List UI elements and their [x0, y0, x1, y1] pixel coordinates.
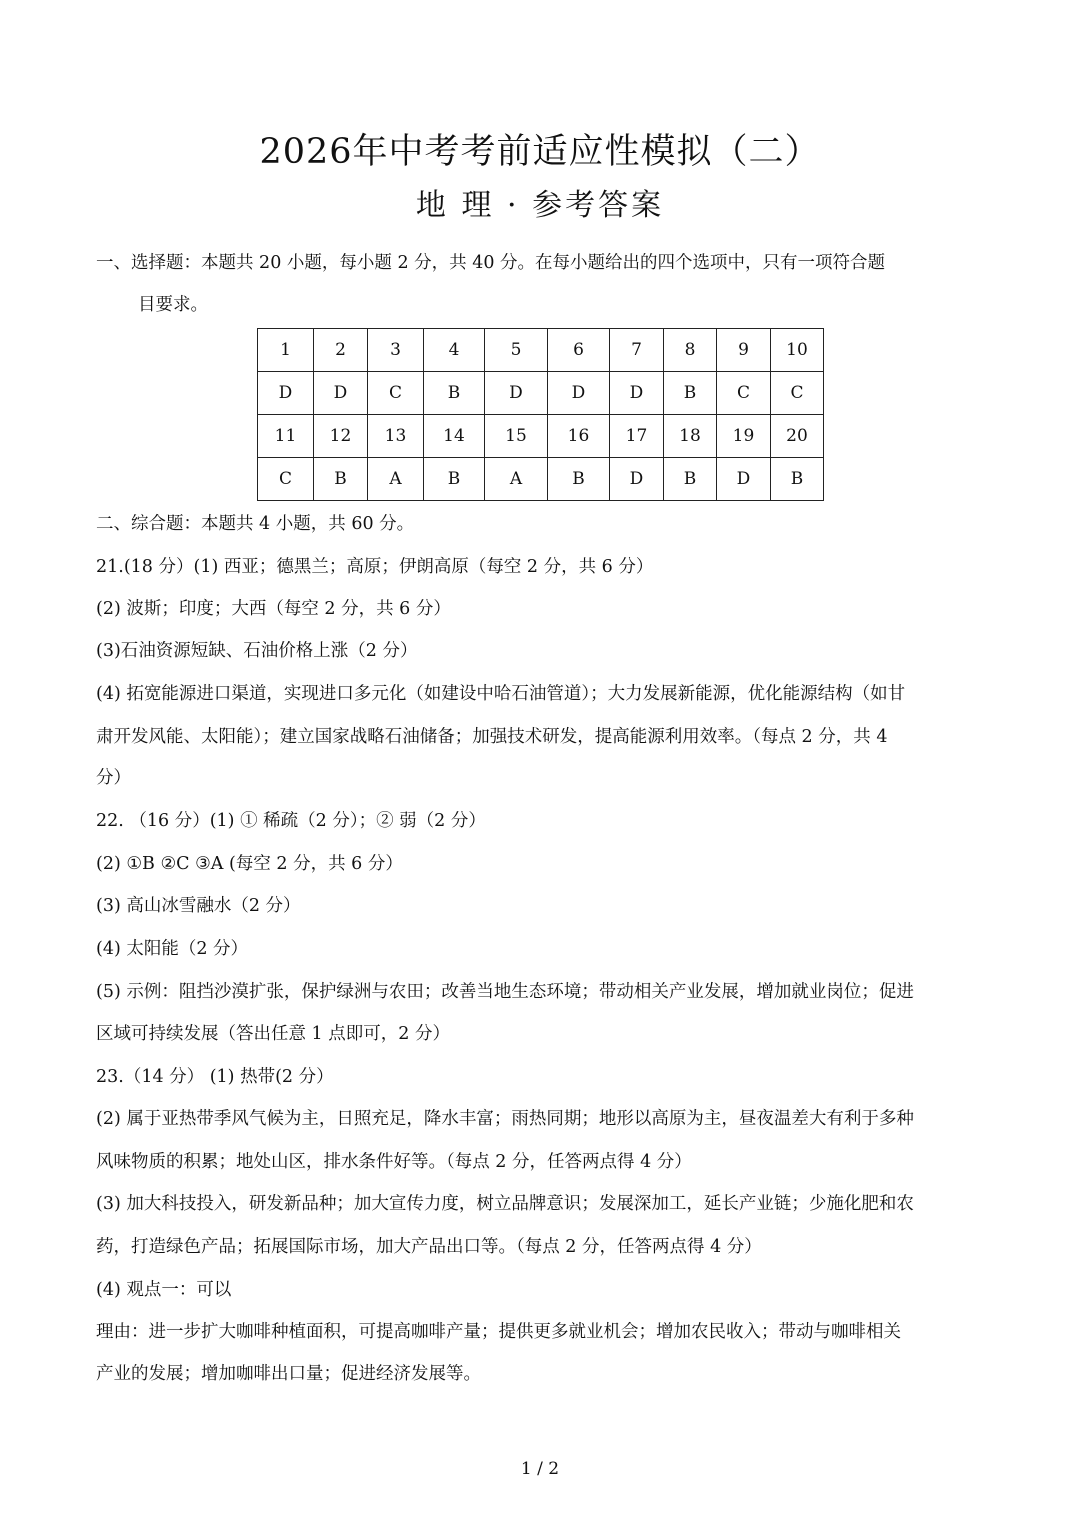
question-number-cell: 14: [424, 415, 485, 458]
answer-line: (2) 波斯；印度；大西（每空 2 分，共 6 分）: [96, 599, 451, 619]
answer-cell: C: [368, 372, 424, 415]
answer-line: (4) 观点一：可以: [96, 1280, 232, 1300]
answer-cell: D: [258, 372, 314, 415]
answer-cell: D: [485, 372, 548, 415]
question-number-cell: 3: [368, 329, 424, 372]
question-number-cell: 10: [771, 329, 824, 372]
question-number-cell: 7: [610, 329, 664, 372]
answer-table-row: [258, 372, 824, 415]
answer-line: 理由：进一步扩大咖啡种植面积，可提高咖啡产量；提供更多就业机会；增加农民收入；带动与咖啡相关: [96, 1322, 901, 1342]
answer-table-row: [258, 329, 824, 372]
answer-cell: B: [664, 372, 717, 415]
question-number-cell: 9: [717, 329, 771, 372]
answer-cell: B: [424, 372, 485, 415]
answer-line: (4) 拓宽能源进口渠道，实现进口多元化（如建设中哈石油管道）；大力发展新能源，优化能源结构（如甘: [96, 684, 906, 704]
page-subtitle: 地 理 · 参考答案: [415, 188, 665, 223]
answer-line: 22. （16 分）(1) ① 稀疏（2 分）；② 弱（2 分）: [96, 811, 486, 831]
answer-line: 产业的发展；增加咖啡出口量；促进经济发展等。: [96, 1364, 481, 1384]
answer-line: (3) 加大科技投入，研发新品种；加大宣传力度，树立品牌意识；发展深加工，延长产业链；少施化肥和农: [96, 1194, 914, 1214]
question-number-cell: 20: [771, 415, 824, 458]
answer-cell: D: [314, 372, 368, 415]
answer-line: (5) 示例：阻挡沙漠扩张，保护绿洲与农田；改善当地生态环境；带动相关产业发展，增加就业岗位；促进: [96, 982, 914, 1002]
answer-line: 分）: [96, 768, 131, 788]
answer-cell: D: [717, 458, 771, 501]
answer-line: 23.（14 分） (1) 热带(2 分）: [96, 1067, 334, 1087]
answer-line: 区域可持续发展（答出任意 1 点即可，2 分）: [96, 1024, 450, 1044]
question-number-cell: 2: [314, 329, 368, 372]
question-number-cell: 17: [610, 415, 664, 458]
question-number-cell: 18: [664, 415, 717, 458]
answer-table-row: [258, 458, 824, 501]
section2-heading: 二、综合题：本题共 4 小题，共 60 分。: [96, 514, 415, 534]
question-number-cell: 16: [548, 415, 610, 458]
question-number-cell: 19: [717, 415, 771, 458]
answer-line: (3)石油资源短缺、石油价格上涨（2 分）: [96, 641, 418, 661]
answer-line: (2) 属于亚热带季风气候为主，日照充足，降水丰富；雨热同期；地形以高原为主，昼夜温差大有利于多种: [96, 1109, 914, 1129]
question-number-cell: 15: [485, 415, 548, 458]
answer-cell: B: [664, 458, 717, 501]
question-number-cell: 4: [424, 329, 485, 372]
answer-table: [257, 328, 824, 501]
page-number: 1 / 2: [520, 1459, 560, 1479]
answer-cell: A: [485, 458, 548, 501]
question-number-cell: 11: [258, 415, 314, 458]
answer-line: 21.(18 分）(1) 西亚；德黑兰；高原；伊朗高原（每空 2 分，共 6 分）: [96, 557, 654, 577]
answer-cell: C: [717, 372, 771, 415]
answer-line: (3) 高山冰雪融水（2 分）: [96, 896, 301, 916]
answer-cell: A: [368, 458, 424, 501]
question-number-cell: 5: [485, 329, 548, 372]
answer-line: 药，打造绿色产品；拓展国际市场，加大产品出口等。（每点 2 分，任答两点得 4 分）: [96, 1237, 762, 1257]
answer-cell: D: [548, 372, 610, 415]
question-number-cell: 6: [548, 329, 610, 372]
answer-cell: B: [548, 458, 610, 501]
answer-cell: D: [610, 372, 664, 415]
answer-line: 风味物质的积累；地处山区，排水条件好等。（每点 2 分，任答两点得 4 分）: [96, 1152, 692, 1172]
answer-line: (4) 太阳能（2 分）: [96, 939, 249, 959]
question-number-cell: 1: [258, 329, 314, 372]
section1-heading-cont: 目要求。: [138, 295, 208, 315]
answer-cell: B: [771, 458, 824, 501]
answer-cell: C: [258, 458, 314, 501]
answer-table-row: [258, 415, 824, 458]
answer-cell: C: [771, 372, 824, 415]
question-number-cell: 13: [368, 415, 424, 458]
answer-line: (2) ①B ②C ③A (每空 2 分，共 6 分）: [96, 854, 403, 874]
section1-heading: 一、选择题：本题共 20 小题，每小题 2 分，共 40 分。在每小题给出的四个选项中，只有一项符合题: [96, 253, 886, 273]
answer-cell: B: [424, 458, 485, 501]
answer-cell: D: [610, 458, 664, 501]
question-number-cell: 12: [314, 415, 368, 458]
question-number-cell: 8: [664, 329, 717, 372]
answer-line: 肃开发风能、太阳能）；建立国家战略石油储备；加强技术研发，提高能源利用效率。（每点 2 分，共 4: [96, 727, 888, 747]
answer-cell: B: [314, 458, 368, 501]
page-title: 2026年中考考前适应性模拟（二）: [259, 132, 821, 172]
